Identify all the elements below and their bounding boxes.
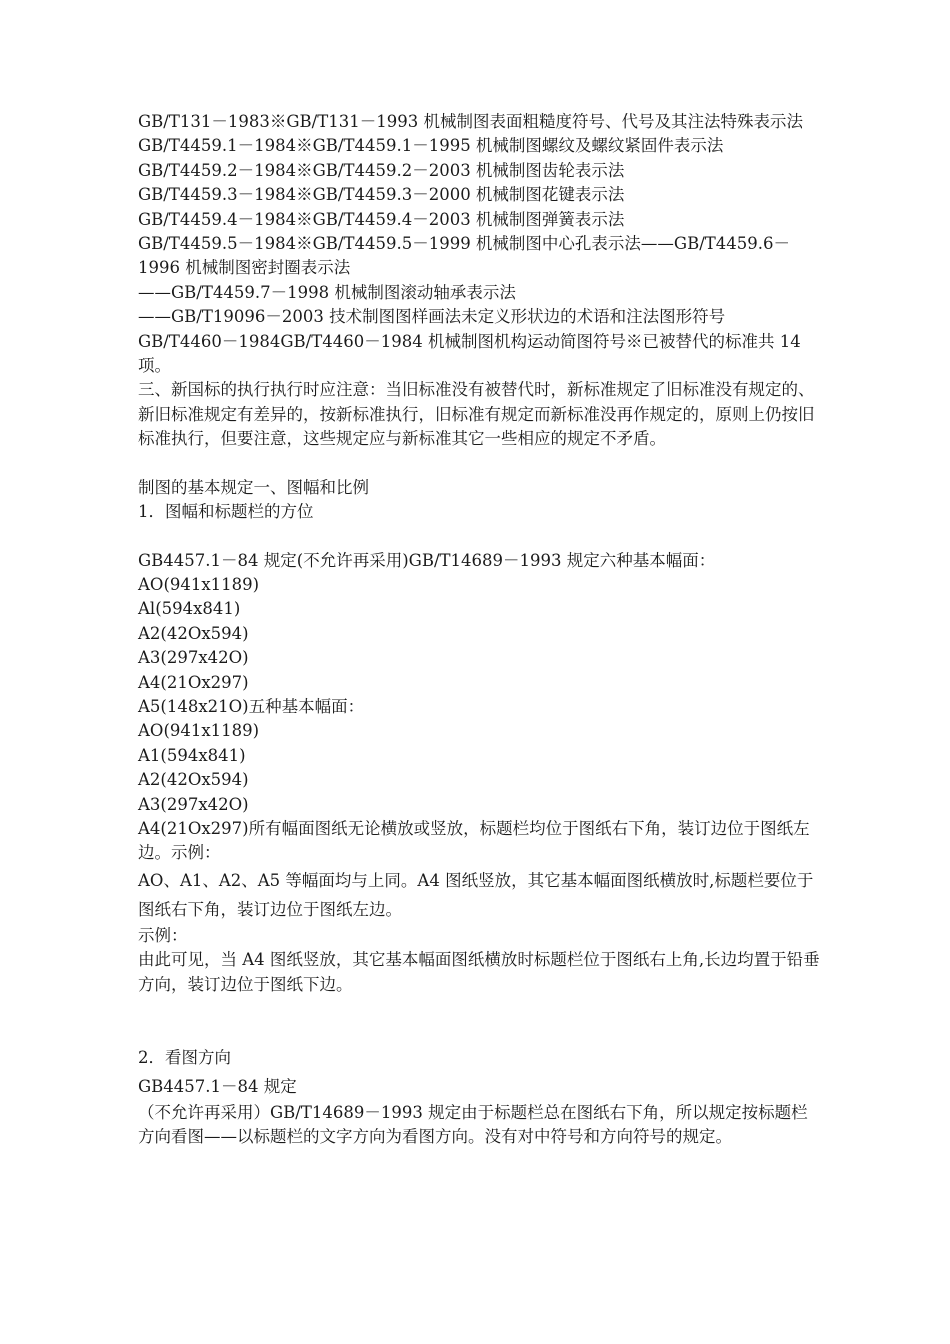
paper-size-item: Al(594x841) <box>138 599 241 619</box>
orientation-note: AO、A1、A2、A5 等幅面均与上同。A4 图纸竖放，其它基本幅面图纸横放时,标题栏要位于图纸右下角，装订边位于图纸左边。 <box>138 870 814 919</box>
paper-size-item: AO(941x1189) <box>138 574 260 594</box>
conclusion-note: 由此可见，当 A4 图纸竖放，其它基本幅面图纸横放时标题栏位于图纸右上角,长边均置于铅垂方向，装订边位于图纸下边。 <box>138 950 820 994</box>
standard-line: ——GB/T19096－2003 技术制图图样画法未定义形状边的术语和注法图形符号 <box>138 307 726 327</box>
example-label: 示例： <box>138 925 188 945</box>
sizes-intro: GB4457.1－84 规定(不允许再采用)GB/T14689－1993 规定六种基本幅面： <box>138 550 716 570</box>
standard-line: GB/T4459.5－1984※GB/T4459.5－1999 机械制图中心孔表示法——GB/T4459.6－1996 机械制图密封圈表示法 <box>138 234 791 278</box>
paper-size-item: A2(42Ox594) <box>138 623 249 643</box>
paper-size-item: A2(42Ox594) <box>138 770 249 790</box>
document-page <box>138 110 822 1150</box>
standard-line: GB/T4459.2－1984※GB/T4459.2－2003 机械制图齿轮表示法 <box>138 160 625 180</box>
execution-note-paragraph: 三、新国标的执行执行时应注意：当旧标准没有被替代时，新标准规定了旧标准没有规定的、新旧标准规定有差异的，按新标准执行，旧标准有规定而新标准没再作规定的，原则上仍按旧标准执行，但要注意，这些规定应与新标准其它一些相应的规定不矛盾。 <box>138 380 815 449</box>
standard-line: GB/T4460－1984GB/T4460－1984 机械制图机构运动简图符号※已被替代的标准共 14 项。 <box>138 331 801 376</box>
spacer <box>138 525 822 549</box>
paper-size-item: A4(21Ox297) <box>138 672 249 692</box>
paper-size-item: A3(297x42O) <box>138 794 249 814</box>
rule-line: GB4457.1－84 规定 <box>138 1077 297 1096</box>
standard-line: GB/T4459.3－1984※GB/T4459.3－2000 机械制图花键表示法 <box>138 185 625 205</box>
standard-line: GB/T131－1983※GB/T131－1993 机械制图表面粗糙度符号、代号及其注法特殊表示法 GB/T4459.1－1984※GB/T4459.1－1995 机械制图螺纹及螺纹紧固件表示法 <box>138 112 803 156</box>
spacer <box>138 997 822 1043</box>
paper-size-item: A1(594x841) <box>138 745 246 765</box>
section-heading: 2．看图方向 <box>138 1048 231 1067</box>
view-direction-paragraph: （不允许再采用）GB/T14689－1993 规定由于标题栏总在图纸右下角，所以规定按标题栏方向看图——以标题栏的文字方向为看图方向。没有对中符号和方向符号的规定。 <box>138 1103 808 1147</box>
standard-line: ——GB/T4459.7－1998 机械制图滚动轴承表示法 <box>138 282 516 302</box>
paper-size-item: A4(21Ox297)所有幅面图纸无论横放或竖放，标题栏均位于图纸右下角，装订边位于图纸左边。示例： <box>138 818 810 863</box>
paper-size-item: A3(297x42O) <box>138 648 249 668</box>
paper-size-item: A5(148x21O)五种基本幅面： <box>138 696 365 716</box>
standard-line: GB/T4459.4－1984※GB/T4459.4－2003 机械制图弹簧表示法 <box>138 209 625 229</box>
spacer <box>138 452 822 476</box>
paper-size-item: AO(941x1189) <box>138 721 260 741</box>
subsection-heading: 1．图幅和标题栏的方位 <box>138 502 314 522</box>
section-heading: 制图的基本规定一、图幅和比例 <box>138 477 369 497</box>
